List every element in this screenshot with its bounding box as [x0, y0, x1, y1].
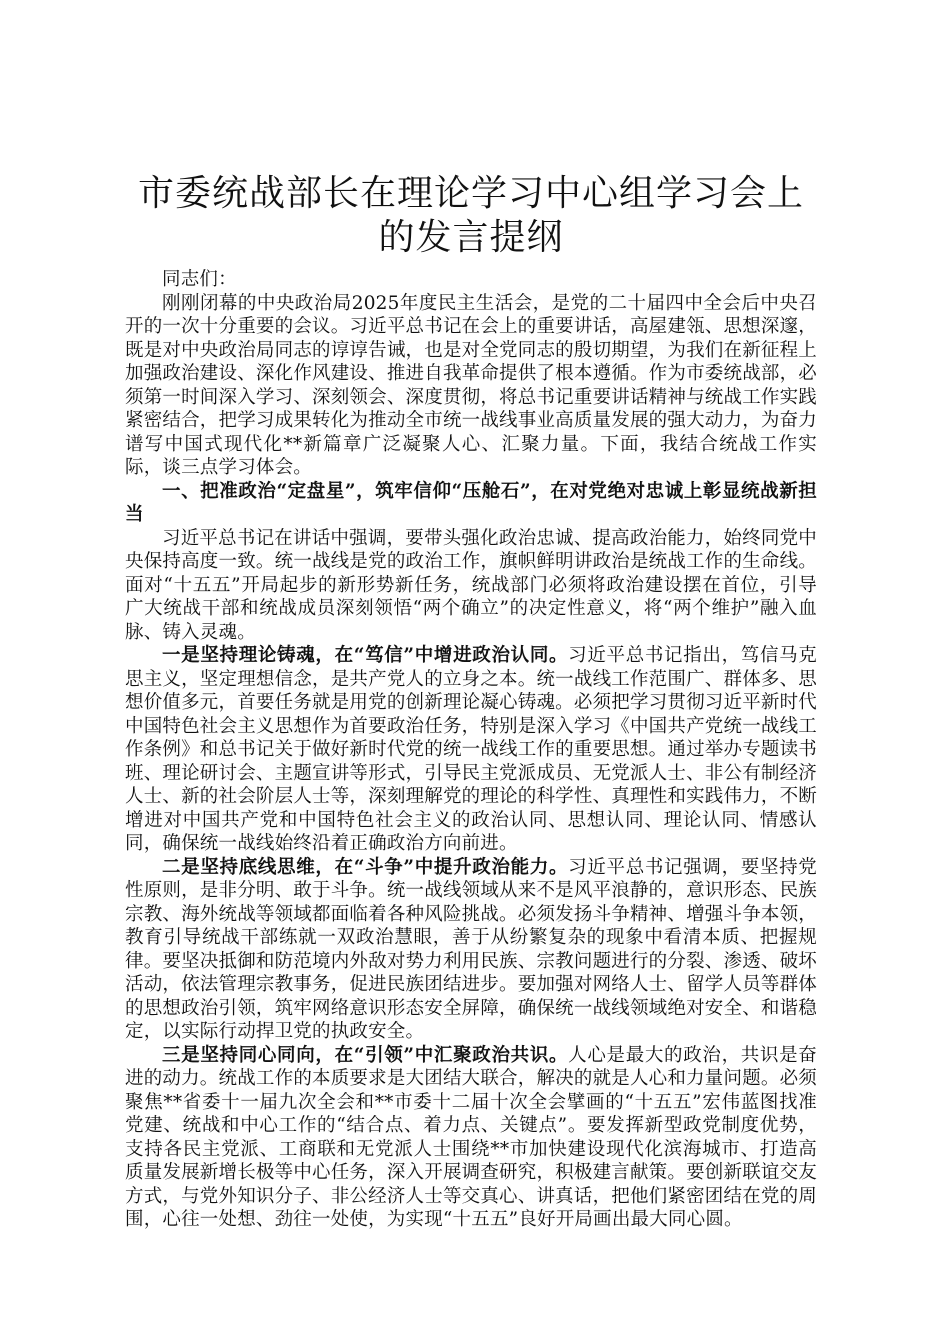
point-lead-1: 一是坚持理论铸魂，在“笃信”中增进政治认同。 — [162, 645, 569, 666]
point-paragraph-1 — [125, 644, 817, 856]
point-paragraph-3 — [125, 1044, 817, 1232]
point-body-2: 习近平总书记强调，要坚持党性原则，是非分明、敢于斗争。统一战线领域从来不是风平浪静的，意识形态、民族宗教、海外统战等领域都面临着各种风险挑战。必须发扬斗争精神、增强斗争本领，教育引导统战干部练就一双政治慧眼，善于从纷繁复杂的现象中看清本质、把握规律。要坚决抵御和防范境内外敌对势力利用民族、宗教问题进行的分裂、渗透、破坏活动，依法管理宗教事务，促进民族团结进步。要加强对网络人士、留学人员等群体的思想政治引领，筑牢网络意识形态安全屏障，确保统一战线领域绝对安全、和谐稳定，以实际行动捍卫党的执政安全。 — [125, 856, 817, 1042]
point-lead-3: 三是坚持同心同向，在“引领”中汇聚政治共识。 — [162, 1044, 569, 1066]
section-body-1: 习近平总书记在讲话中强调，要带头强化政治忠诚、提高政治能力，始终同党中央保持高度一致。统一战线是党的政治工作，旗帜鲜明讲政治是统战工作的生命线。面对“十五五”开局起步的新形势新任务，统战部门必须将政治建设摆在首位，引导广大统战干部和统战成员深刻领悟“两个确立”的决定性意义，将“两个维护”融入血脉、铸入灵魂。 — [125, 527, 817, 643]
point-body-3: 人心是最大的政治，共识是奋进的动力。统战工作的本质要求是大团结大联合，解决的就是人心和力量问题。必须聚焦**省委十一届九次全会和**市委十二届十次全会擘画的“十五五”宏伟蓝图找准党建、统战和中心工作的“结合点、着力点、关键点”。要发挥新型政党制度优势，支持各民主党派、工商联和无党派人士围绕**市加快建设现代化滨海城市、打造高质量发展新增长极等中心任务，深入开展调查研究，积极建言献策。要创新联谊交友方式，与党外知识分子、非公经济人士等交真心、讲真话，把他们紧密团结在党的周围，心往一处想、劲往一处使，为实现“十五五”良好开局画出最大同心圆。 — [125, 1044, 817, 1230]
section-heading-1: 一、把准政治“定盘星”，筑牢信仰“压舱石”，在对党绝对忠诚上彰显统战新担当 — [125, 480, 817, 525]
point-paragraph-2 — [125, 856, 817, 1044]
point-lead-2: 二是坚持底线思维，在“斗争”中提升政治能力。 — [162, 856, 569, 878]
salutation: 同志们： — [162, 269, 237, 290]
document-title: 市委统战部长在理论学习中心组学习会上的发言提纲 — [137, 173, 804, 258]
point-body-1: 习近平总书记指出，笃信马克思主义，坚定理想信念，是共产党人的立身之本。统一战线工作范围广、群体多、思想价值多元，首要任务就是用党的创新理论凝心铸魂。必须把学习贯彻习近平新时代中国特色社会主义思想作为首要政治任务，特别是深入学习《中国共产党统一战线工作条例》和总书记关于做好新时代党的统一战线工作的重要思想。通过举办专题读书班、理论研讨会、主题宣讲等形式，引导民主党派成员、无党派人士、非公有制经济人士、新的社会阶层人士等，深刻理解党的理论的科学性、真理性和实践伟力，不断增进对中国共产党和中国特色社会主义的政治认同、思想认同、理论认同、情感认同，确保统一战线始终沿着正确政治方向前进。 — [125, 645, 817, 854]
intro-paragraph: 刚刚闭幕的中央政治局2025年度民主生活会，是党的二十届四中全会后中央召开的一次十分重要的会议。习近平总书记在会上的重要讲话，高屋建瓴、思想深邃，既是对中央政治局同志的谆谆告诫，也是对全党同志的殷切期望，为我们在新征程上加强政治建设、深化作风建设、推进自我革命提供了根本遵循。作为市委统战部，必须第一时间深入学习、深刻领会、深度贯彻，将总书记重要讲话精神与统战工作实践紧密结合，把学习成果转化为推动全市统一战线事业高质量发展的强大动力，为奋力谱写中国式现代化**新篇章广泛凝聚人心、汇聚力量。下面，我结合统战工作实际，谈三点学习体会。 — [125, 292, 817, 478]
document-page — [125, 172, 817, 1232]
